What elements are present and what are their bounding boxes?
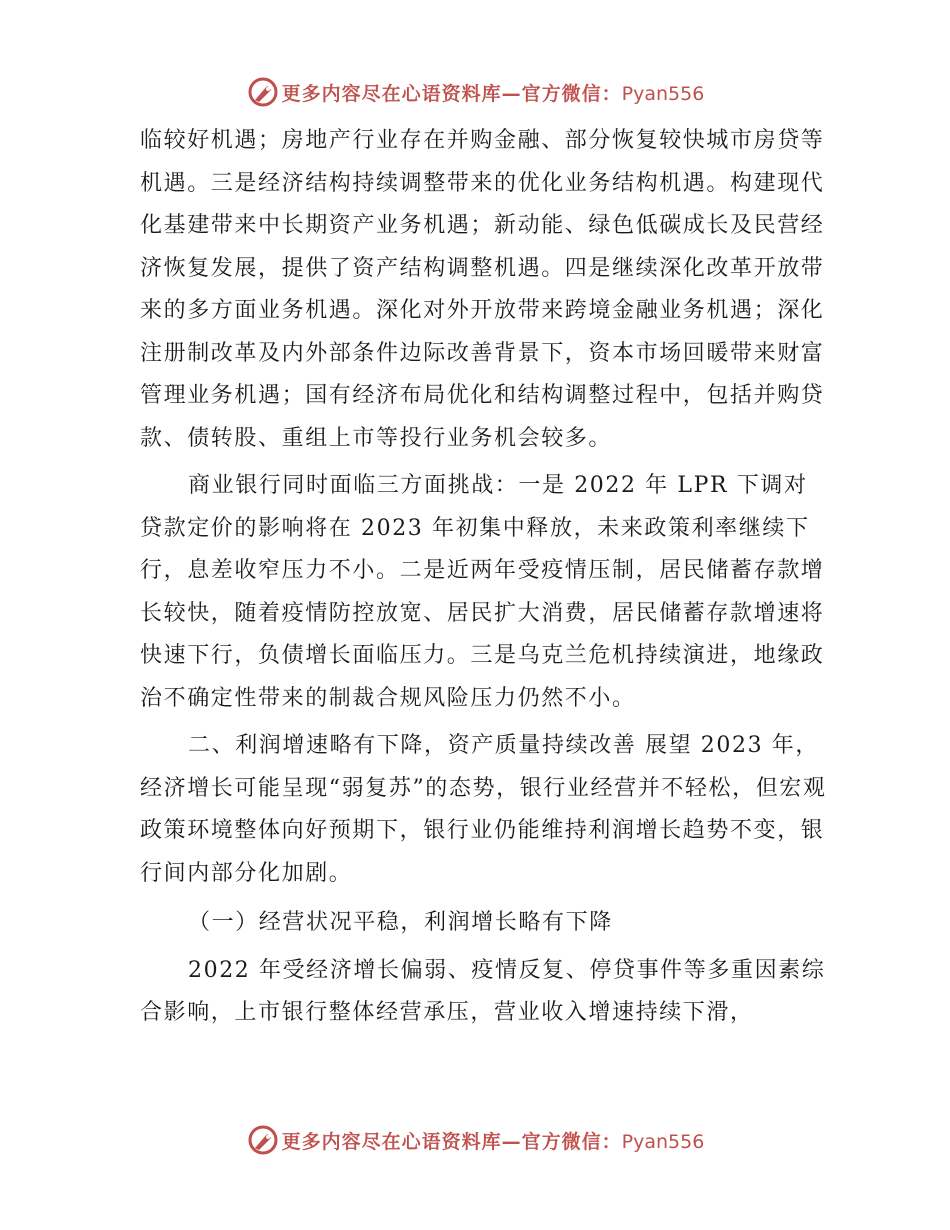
footer-watermark-banner (0, 1120, 950, 1160)
paragraph-section-two: 二、利润增速略有下降，资产质量持续改善 展望 2023 年，经济增长可能呈现“弱复苏”的态势，银行业经营并不轻松，但宏观政策环境整体向好预期下，银行业仍能维持利润增长趋势不变，银行间内部分化加剧。 (140, 733, 827, 886)
paragraph-2022-review: 2022 年受经济增长偏弱、疫情反复、停贷事件等多重因素综合影响，上市银行整体经营承压，营业收入增速持续下滑， (140, 957, 826, 1025)
pen-nib-logo-icon (246, 75, 280, 109)
pen-nib-logo-icon (246, 1123, 280, 1157)
section-heading: （一）经营状况平稳，利润增长略有下降 (188, 910, 613, 935)
banner-handle: Pyan556 (621, 82, 705, 105)
banner-text: 更多内容尽在心语资料库—官方微信：Pyan556 (281, 1130, 705, 1153)
document-body (140, 120, 830, 1035)
banner-text: 更多内容尽在心语资料库—官方微信：Pyan556 (281, 82, 705, 105)
header-watermark-banner (0, 72, 950, 112)
banner-handle: Pyan556 (621, 1130, 705, 1153)
paragraph-challenges: 商业银行同时面临三方面挑战：一是 2022 年 LPR 下调对贷款定价的影响将在 2023 年初集中释放，未来政策利率继续下行，息差收窄压力不小。二是近两年受疫情压制，居民储蓄存款增长较快，随着疫情防控放宽、居民扩大消费，居民储蓄存款增速将快速下行，负债增长面临压力。三是乌克兰危机持续演进，地缘政治不确定性带来的制裁合规风险压力仍然不小。 (140, 473, 825, 711)
paragraph-opportunities: 临较好机遇；房地产行业存在并购金融、部分恢复较快城市房贷等机遇。三是经济结构持续调整带来的优化业务结构机遇。构建现代化基建带来中长期资产业务机遇；新动能、绿色低碳成长及民营经济恢复发展，提供了资产结构调整机遇。四是继续深化改革开放带来的多方面业务机遇。深化对外开放带来跨境金融业务机遇；深化注册制改革及内外部条件边际改善背景下，资本市场回暖带来财富管理业务机遇；国有经济布局优化和结构调整过程中，包括并购贷款、债转股、重组上市等投行业务机会较多。 (140, 128, 825, 451)
